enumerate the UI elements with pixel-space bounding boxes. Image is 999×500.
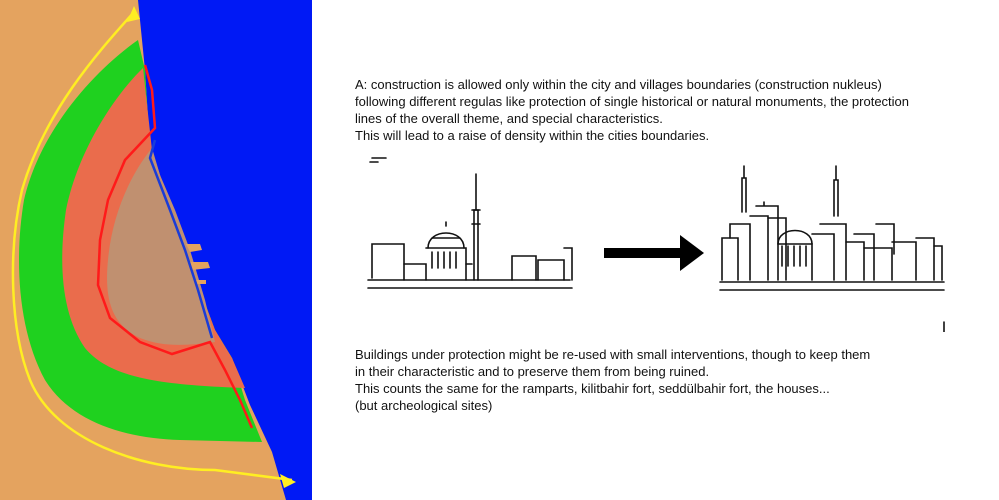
- paragraph-b-line: This counts the same for the ramparts, kilitbahir fort, seddülbahir fort, the houses...: [355, 381, 830, 396]
- skyline-low-density-sketch: [366, 152, 574, 300]
- paragraph-b-line: Buildings under protection might be re-used with small interventions, though to keep them: [355, 347, 871, 362]
- arrow-head: [680, 235, 704, 271]
- arrow-shaft: [604, 248, 680, 258]
- paragraph-b: [355, 346, 870, 414]
- skyline-high-density-sketch: [716, 146, 948, 332]
- paragraph-a-line: A: construction is allowed only within the city and villages boundaries (construction nukleus): [355, 77, 882, 92]
- paragraph-b-line: in their characteristic and to preserve them from being ruined.: [355, 364, 710, 379]
- paragraph-a-line: following different regulas like protection of single historical or natural monuments, the protection: [355, 94, 910, 109]
- peninsula-zoning-map: [0, 0, 312, 500]
- paragraph-a-line: lines of the overall theme, and special characteristics.: [355, 111, 663, 126]
- right-arrow-icon: [604, 233, 704, 273]
- paragraph-b-line: (but archeological sites): [355, 398, 493, 413]
- paragraph-a-line: This will lead to a raise of density within the cities boundaries.: [355, 128, 710, 143]
- paragraph-a: [355, 76, 909, 144]
